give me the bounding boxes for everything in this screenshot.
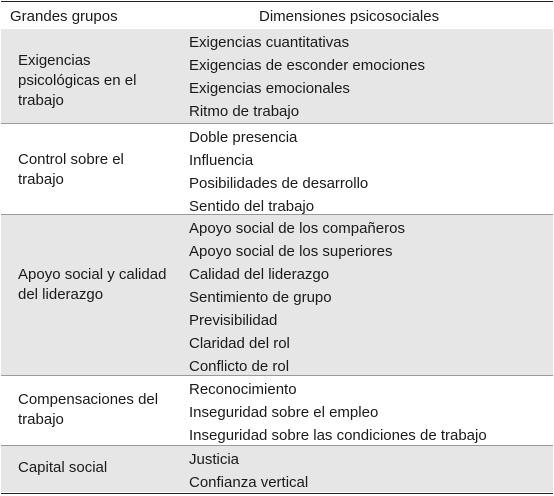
dimension-item: Claridad del rol	[189, 335, 290, 352]
table-header	[1, 2, 553, 30]
dimension-list	[189, 378, 487, 447]
dimension-item: Calidad del liderazgo	[189, 266, 330, 283]
dimension-item: Reconocimiento	[189, 381, 297, 398]
header-grandes-grupos: Grandes grupos	[10, 8, 118, 25]
group-name: Apoyo social y calidad del liderazgo	[18, 266, 167, 303]
dimension-item: Previsibilidad	[189, 312, 278, 329]
dimension-item: Justicia	[189, 451, 240, 468]
group-name: Capital social	[18, 459, 108, 476]
group-name: Exigencias psicológicas en el trabajo	[18, 52, 137, 109]
dimension-list	[189, 126, 368, 218]
dimension-item: Inseguridad sobre las condiciones de trabajo	[189, 427, 487, 444]
dimension-item: Exigencias cuantitativas	[189, 34, 350, 51]
group-name: Compensaciones del trabajo	[18, 391, 159, 428]
dimension-item: Sentimiento de grupo	[189, 289, 332, 306]
dimension-item: Exigencias de esconder emociones	[189, 57, 425, 74]
group-exigencias-psicologicas	[1, 29, 553, 124]
group-name: Control sobre el trabajo	[18, 151, 124, 188]
dimension-item: Inseguridad sobre el empleo	[189, 404, 379, 421]
psychosocial-dimensions-table	[1, 1, 553, 494]
dimension-item: Ritmo de trabajo	[189, 103, 300, 120]
dimension-item: Influencia	[189, 152, 254, 169]
dimension-item: Doble presencia	[189, 129, 298, 146]
dimension-item: Apoyo social de los superiores	[189, 243, 393, 260]
dimension-list	[189, 217, 405, 378]
header-dimensiones: Dimensiones psicosociales	[259, 8, 440, 25]
group-apoyo-social	[1, 215, 553, 376]
dimension-list	[189, 448, 308, 494]
group-control-trabajo	[1, 124, 553, 215]
dimension-item: Posibilidades de desarrollo	[189, 175, 369, 192]
dimension-item: Apoyo social de los compañeros	[189, 220, 405, 237]
group-capital-social	[1, 446, 553, 492]
dimension-list	[189, 31, 425, 123]
dimension-item: Conflicto de rol	[189, 358, 290, 375]
dimension-item: Exigencias emocionales	[189, 80, 350, 97]
dimension-item: Confianza vertical	[189, 474, 309, 491]
dimension-item: Sentido del trabajo	[189, 198, 315, 215]
group-compensaciones	[1, 376, 553, 446]
